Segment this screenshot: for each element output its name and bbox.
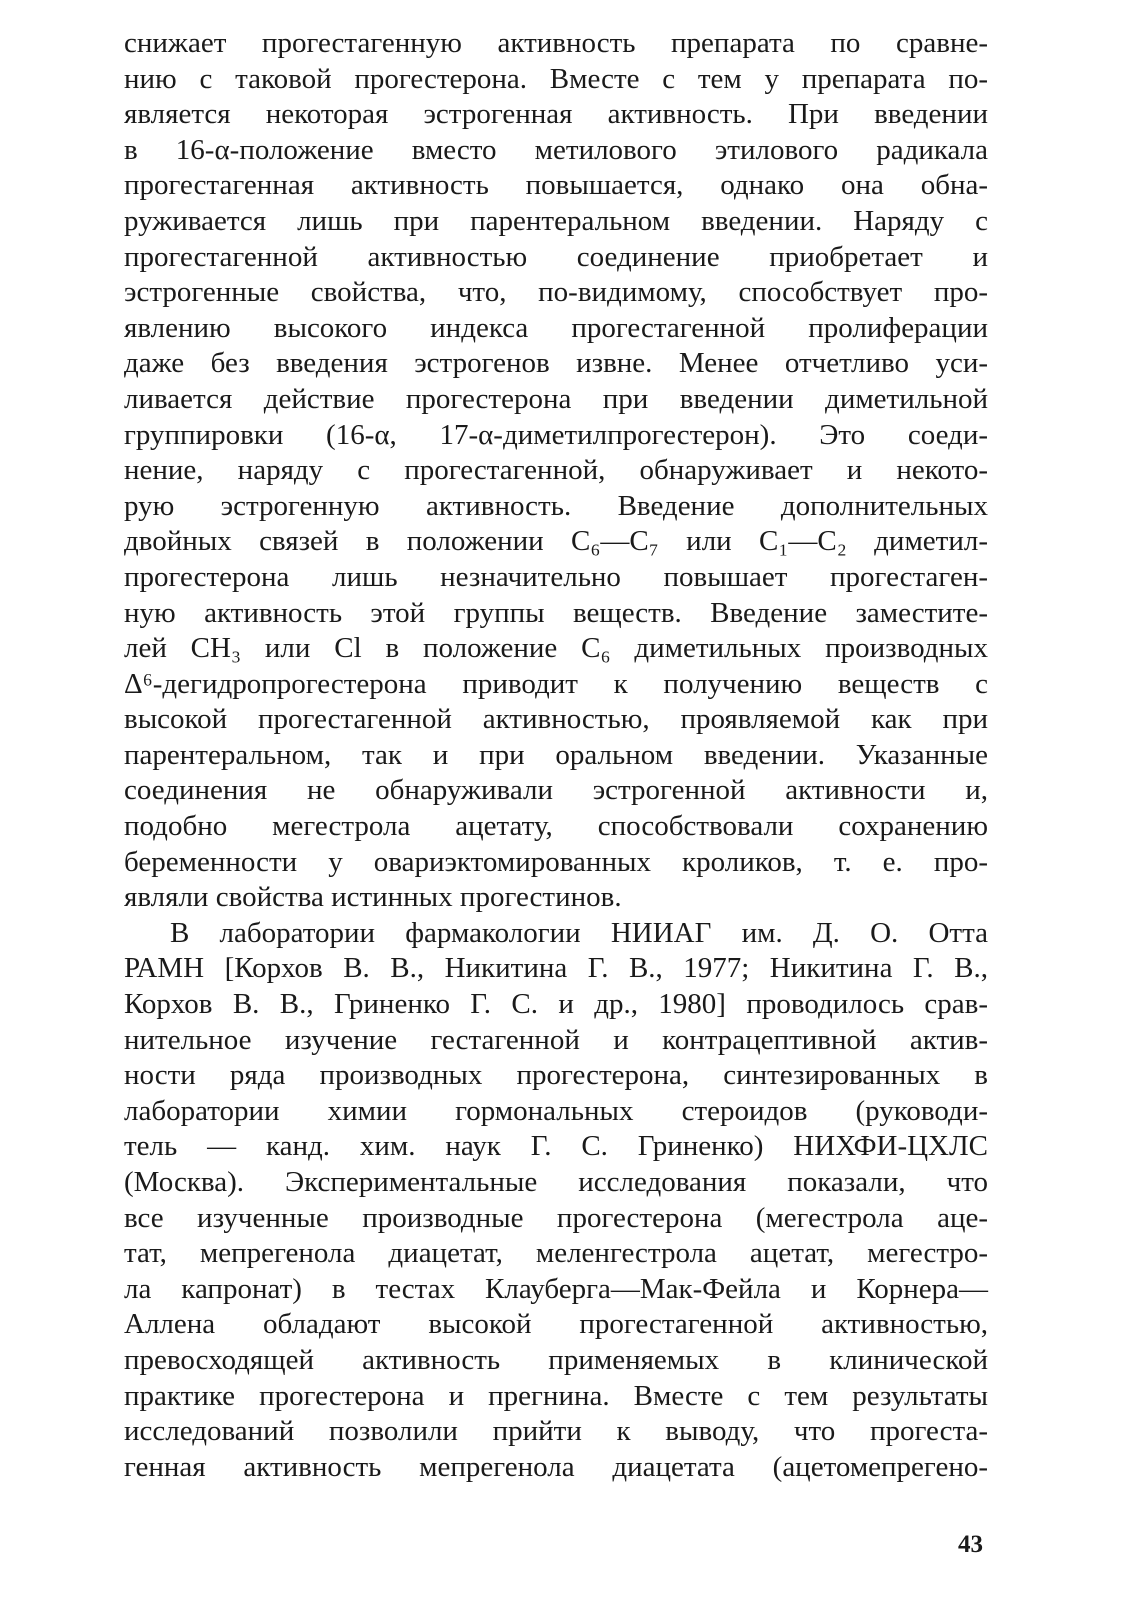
text-line: практике прогестерона и прегнина. Вместе с тем результаты <box>124 1379 988 1412</box>
text-line: рую эстрогенную активность. Введение дополнительных <box>124 489 988 522</box>
text-line: группировки (16-α, 17-α-диметилпрогестерон). Это соеди- <box>124 418 988 451</box>
text-line: прогестагенная активность повышается, однако она обна- <box>124 169 988 202</box>
text-line: (Москва). Экспериментальные исследования показали, что <box>124 1166 988 1198</box>
text-line: нение, наряду с прогестагенной, обнаруживает и некото- <box>124 454 988 487</box>
text-line: ную активность этой группы веществ. Введение заместите- <box>124 596 988 629</box>
text-line: эстрогенные свойства, что, по-видимому, способствует про- <box>124 276 988 309</box>
text-line: В лаборатории фармакологии НИИАГ им. Д. О. Отта <box>170 916 988 949</box>
text-line: прогестерона лишь незначительно повышает прогестаген- <box>124 560 988 593</box>
text-line: нию с таковой прогестерона. Вместе с тем у препарата по- <box>124 62 988 95</box>
text-line: явлению высокого индекса прогестагенной пролиферации <box>124 311 988 344</box>
text-line: высокой прогестагенной активностью, проявляемой как при <box>124 703 988 736</box>
text-line: ла капронат) в тестах Клауберга—Мак-Фейла и Корнера— <box>124 1272 988 1305</box>
page-number: 43 <box>958 1531 983 1558</box>
text-line: РАМН [Корхов В. В., Никитина Г. В., 1977; Никитина Г. В., <box>124 952 988 985</box>
text-line: в 16-α-положение вместо метилового этилового радикала <box>124 133 988 166</box>
text-line: прогестагенной активностью соединение приобретает и <box>124 240 988 273</box>
text-line: является некоторая эстрогенная активность. При введении <box>124 98 988 131</box>
text-line: нительное изучение гестагенной и контрацептивной актив- <box>124 1023 988 1056</box>
text-line: генная активность мепрегенола диацетата (ацетомепрегено- <box>124 1450 988 1483</box>
text-line: лаборатории химии гормональных стероидов (руководи- <box>124 1094 988 1127</box>
text-line: беременности у овариэктомированных кроликов, т. е. про- <box>124 845 988 878</box>
body-text <box>124 26 988 1485</box>
text-line: даже без введения эстрогенов извне. Менее отчетливо уси- <box>124 347 988 380</box>
paragraph <box>124 916 988 1486</box>
text-line: Аллена обладают высокой прогестагенной активностью, <box>124 1308 988 1341</box>
paragraph <box>124 26 988 916</box>
text-line: Корхов В. В., Гриненко Г. С. и др., 1980] проводилось срав- <box>124 988 988 1021</box>
text-line: ности ряда производных прогестерона, синтезированных в <box>124 1059 988 1092</box>
text-line: являли свойства истинных прогестинов. <box>124 881 622 914</box>
text-line: ливается действие прогестерона при введении диметильной <box>124 382 988 415</box>
text-line: тель — канд. хим. наук Г. С. Гриненко) НИХФИ-ЦХЛС <box>124 1130 988 1163</box>
text-line: руживается лишь при парентеральном введении. Наряду с <box>124 204 988 237</box>
text-line: соединения не обнаруживали эстрогенной активности и, <box>124 774 988 807</box>
text-line: Δ⁶-дегидропрогестерона приводит к получению веществ с <box>124 667 988 700</box>
text-line: лей CH₃ или Cl в положение C₆ диметильных производных <box>124 632 988 665</box>
text-line: снижает прогестагенную активность препарата по сравне- <box>124 27 988 59</box>
text-line: тат, мепрегенола диацетат, меленгестрола ацетат, мегестро- <box>124 1237 988 1270</box>
text-line: превосходящей активность применяемых в клинической <box>124 1343 988 1376</box>
text-line: исследований позволили прийти к выводу, что прогеста- <box>124 1415 988 1448</box>
text-line: подобно мегестрола ацетату, способствовали сохранению <box>124 810 988 843</box>
text-line: парентеральном, так и при оральном введении. Указанные <box>124 738 988 771</box>
text-line: двойных связей в положении C₆—C₇ или C₁—C₂ диметил- <box>124 525 988 558</box>
text-line: все изученные производные прогестерона (мегестрола аце- <box>124 1201 988 1234</box>
